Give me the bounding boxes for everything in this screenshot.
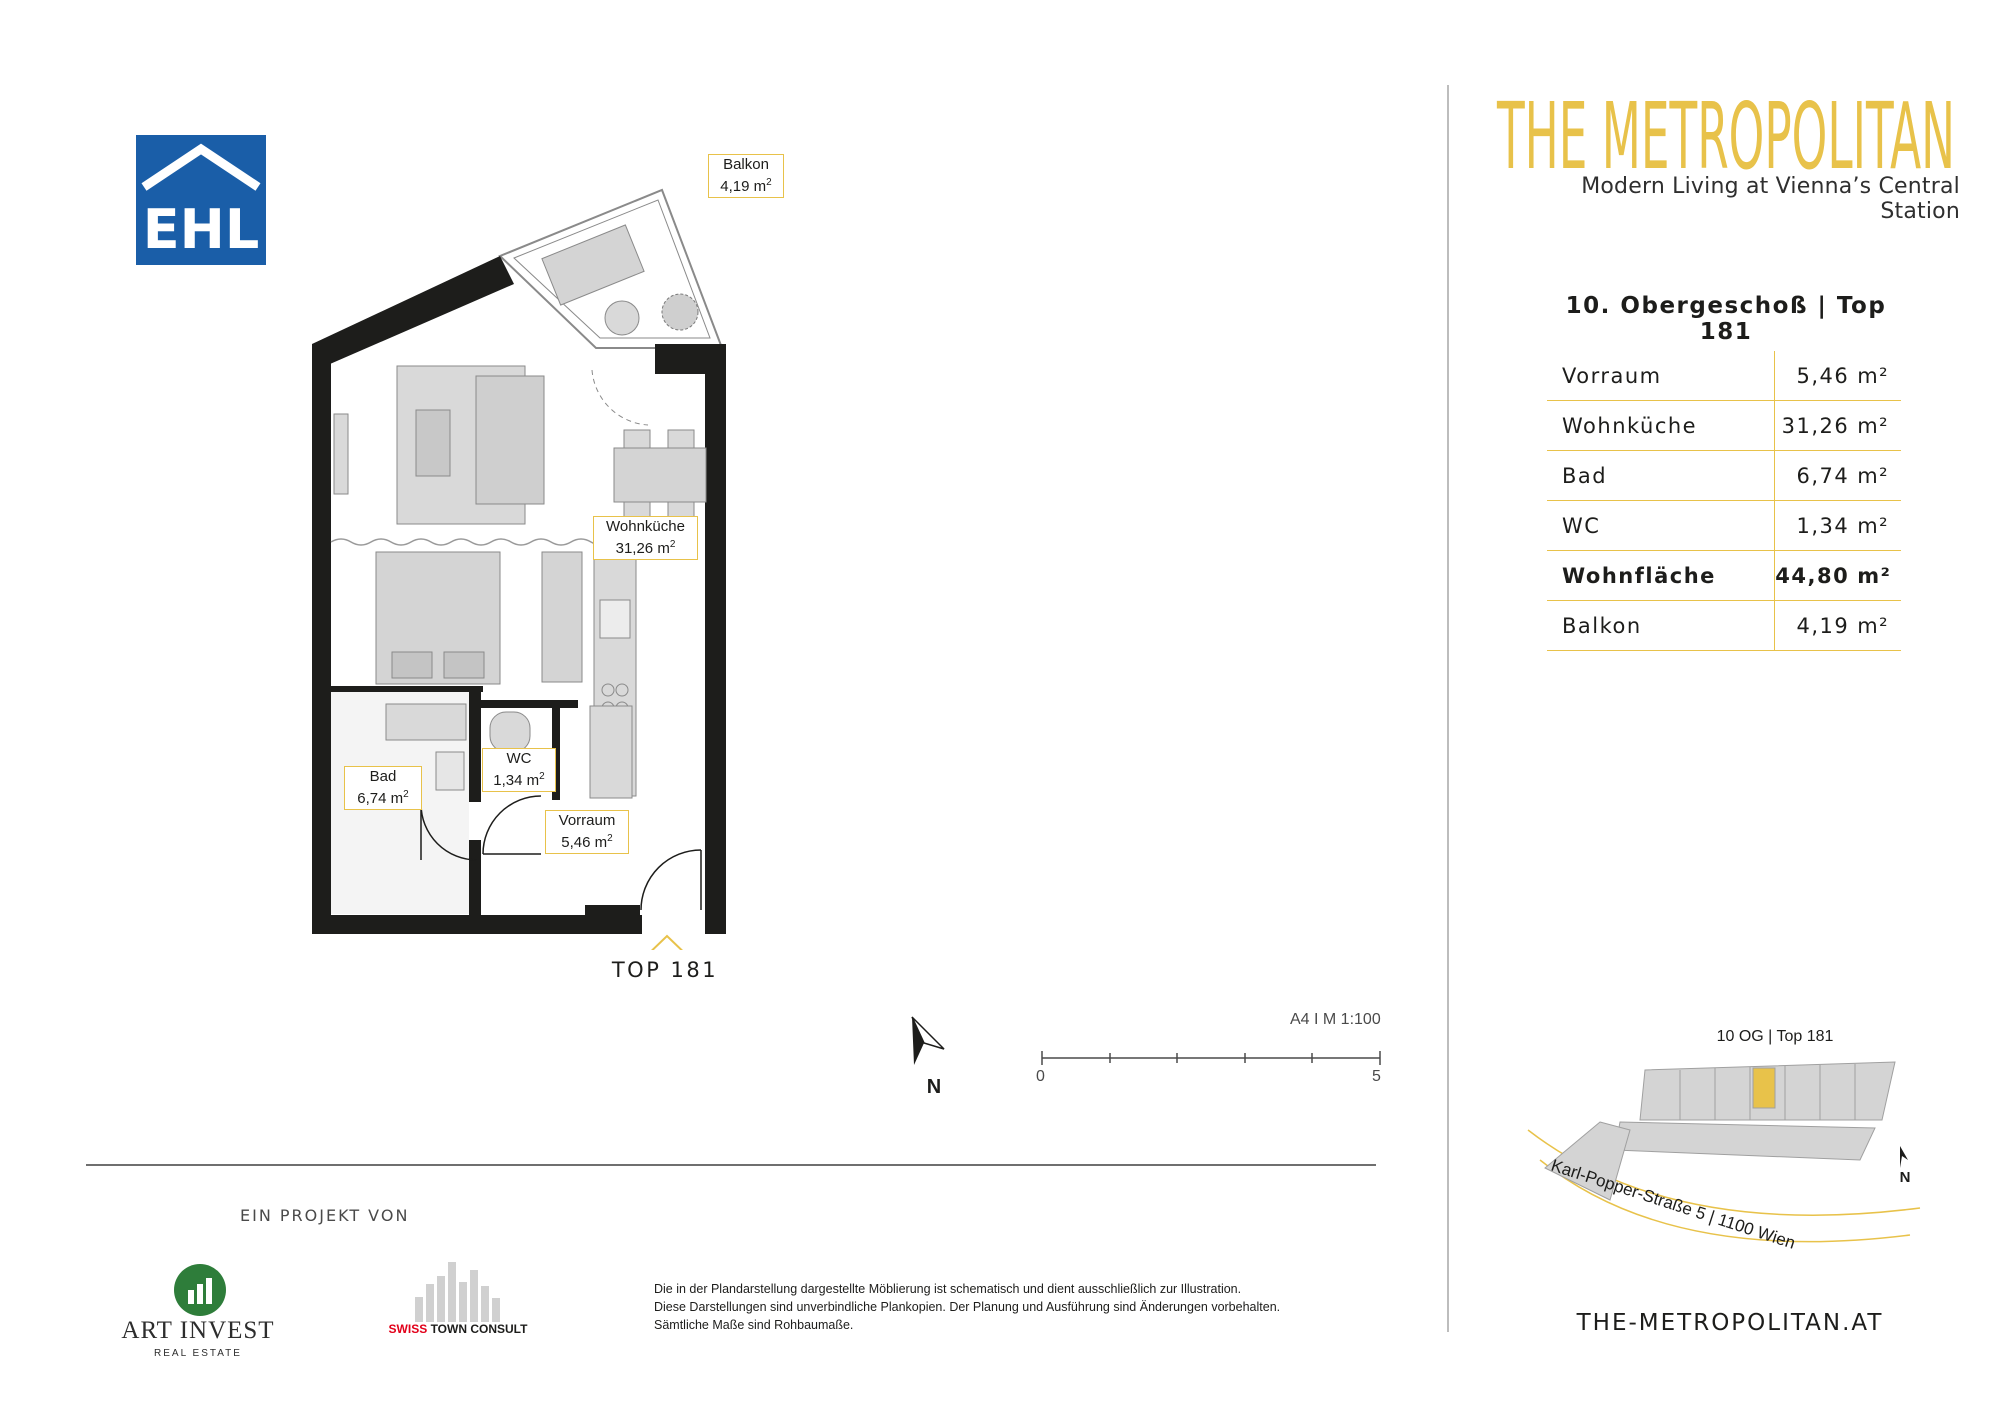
label-bad-sup: 2 <box>403 789 409 800</box>
scale-end: 5 <box>1372 1068 1381 1085</box>
area-row-value: 4,19 <box>1775 601 1857 651</box>
disclaimer-line: Diese Darstellungen sind unverbindliche Plankopien. Der Planung und Ausführung sind Änderungen vorbehalten. <box>654 1300 1281 1314</box>
swiss-town-consult-logo <box>368 1322 548 1336</box>
label-vorraum <box>545 810 629 854</box>
label-wohnkueche-name: Wohnküche <box>606 518 685 535</box>
area-row <box>1547 351 1901 401</box>
site-north-label: N <box>1899 1169 1911 1186</box>
label-vorraum-sup: 2 <box>607 833 613 844</box>
ehl-logo-text: EHL <box>142 198 260 261</box>
art-invest-logo: ART INVEST <box>121 1317 275 1344</box>
area-row-unit: m² <box>1857 601 1901 651</box>
label-balkon-area: 4,19 m <box>720 178 767 195</box>
scale-label: A4 I M 1:100 <box>1290 1011 1381 1028</box>
label-balkon-sup: 2 <box>766 177 772 188</box>
area-row-unit: m² <box>1857 551 1901 601</box>
area-row <box>1547 401 1901 451</box>
area-row-unit: m² <box>1857 451 1901 501</box>
stc-rest: TOWN CONSULT <box>430 1322 528 1336</box>
art-invest-emblem <box>172 1262 228 1318</box>
area-row-name: Bad <box>1547 451 1775 501</box>
label-wc-sup: 2 <box>539 771 545 782</box>
label-balkon-name: Balkon <box>723 156 769 173</box>
area-row-value: 5,46 <box>1775 351 1857 401</box>
north-arrow-label: N <box>926 1076 942 1095</box>
unit-heading: 10. Obergeschoß | Top 181 <box>1565 293 1887 345</box>
label-vorraum-area: 5,46 m <box>561 834 608 851</box>
projekt-von: EIN PROJEKT VON <box>240 1206 410 1225</box>
site-street: Karl-Popper-Straße 5 | 1100 Wien <box>1548 1155 1798 1253</box>
label-vorraum-name: Vorraum <box>558 812 616 829</box>
project-title-text: THE METROPOLITAN <box>1496 83 1955 186</box>
ehl-logo <box>136 135 266 265</box>
area-row <box>1547 551 1901 601</box>
label-wc-area: 1,34 m <box>493 772 540 789</box>
label-wohnkueche-area: 31,26 m <box>615 540 670 557</box>
area-row-name: Vorraum <box>1547 351 1775 401</box>
area-row-unit: m² <box>1857 501 1901 551</box>
art-invest-sub: REAL ESTATE <box>154 1348 242 1359</box>
label-bad-area: 6,74 m <box>357 790 404 807</box>
label-wc-name: WC <box>506 750 532 767</box>
horizontal-divider <box>86 1164 1376 1166</box>
north-arrow-icon <box>904 1015 954 1095</box>
area-row-value: 6,74 <box>1775 451 1857 501</box>
website-link[interactable]: THE-METROPOLITAN.AT <box>1576 1310 1884 1336</box>
area-row-name: Balkon <box>1547 601 1775 651</box>
area-row-name: WC <box>1547 501 1775 551</box>
label-wohnkueche <box>593 516 698 560</box>
swiss-town-consult-emblem <box>410 1262 510 1322</box>
scale-bar <box>1036 1048 1386 1068</box>
area-row-name: Wohnküche <box>1547 401 1775 451</box>
site-caption: 10 OG | Top 181 <box>1716 1028 1834 1045</box>
area-row <box>1547 601 1901 651</box>
label-balkon <box>708 154 784 198</box>
area-row-value: 1,34 <box>1775 501 1857 551</box>
area-row-value: 31,26 <box>1775 401 1857 451</box>
area-row-unit: m² <box>1857 351 1901 401</box>
label-bad <box>344 766 422 810</box>
area-row-name: Wohnfläche <box>1547 551 1775 601</box>
area-row <box>1547 501 1901 551</box>
stc-swiss: SWISS <box>388 1322 428 1336</box>
area-row-unit: m² <box>1857 401 1901 451</box>
vertical-divider <box>1447 85 1449 1332</box>
disclaimer-line: Sämtliche Maße sind Rohbaumaße. <box>654 1318 854 1332</box>
area-table <box>1547 351 1901 651</box>
area-row-value: 44,80 <box>1775 551 1857 601</box>
disclaimer-line: Die in der Plandarstellung dargestellte Möblierung ist schematisch und dient ausschließlich zur Illustration. <box>654 1282 1242 1296</box>
disclaimer <box>654 1280 1414 1334</box>
top-label: TOP 181 <box>611 958 719 982</box>
project-subtitle: Modern Living at Vienna’s Central Station <box>1581 174 1960 224</box>
label-bad-name: Bad <box>369 768 397 785</box>
label-wc <box>482 748 556 792</box>
scale-start: 0 <box>1036 1068 1045 1085</box>
label-wohnkueche-sup: 2 <box>669 539 676 550</box>
floor-plan <box>300 180 770 950</box>
project-title <box>1495 66 1955 186</box>
site-plan <box>1520 1050 1940 1260</box>
area-row <box>1547 451 1901 501</box>
